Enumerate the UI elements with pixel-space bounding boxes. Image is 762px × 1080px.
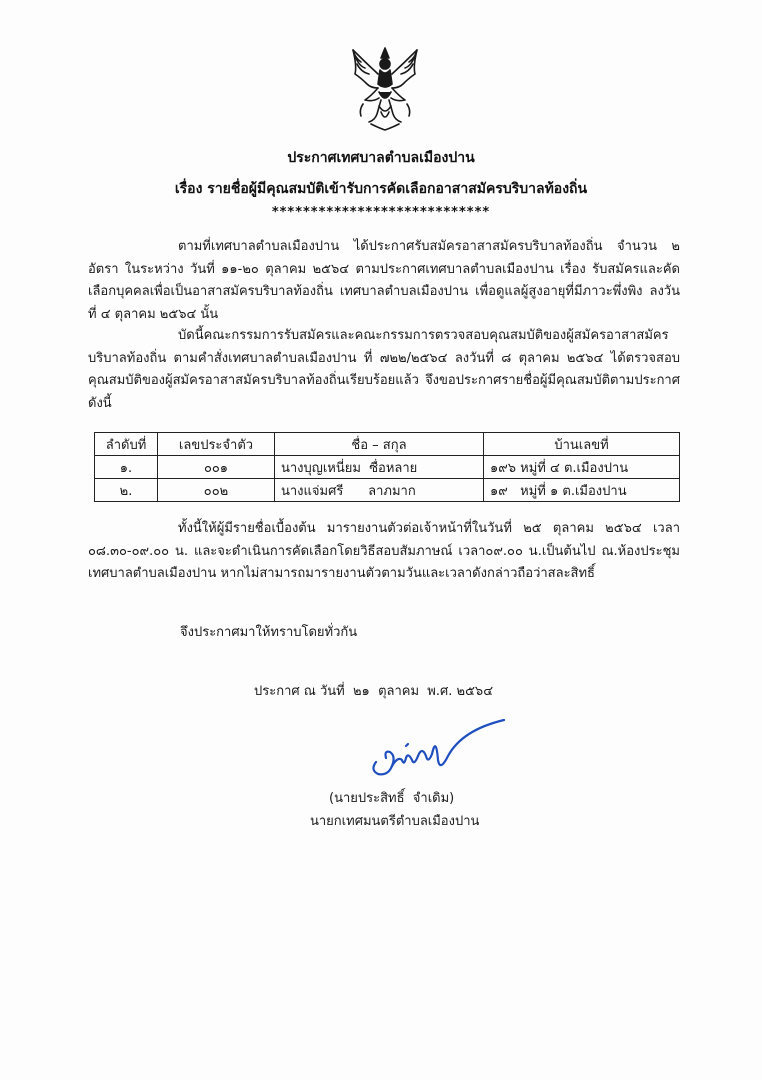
cell-address: ๑๙ หมู่ที่ ๑ ต.เมืองปาน (484, 479, 680, 502)
signer-name: (นายประสิทธิ์ จำเดิม) (329, 791, 455, 806)
document-title: ประกาศเทศบาลตำบลเมืองปาน (287, 150, 475, 166)
paragraph-3 (88, 518, 680, 586)
cell-name: นางบุญเหนี่ยม ซื่อหลาย (275, 456, 484, 479)
paragraph-1-text: ตามที่เทศบาลตำบลเมืองปาน ได้ประกาศรับสมัครอาสาสมัครบริบาลท้องถิ่น จำนวน ๒ อัตรา ในระหว่าง วันที่ ๑๑-๒๐ ตุลาคม ๒๕๖๔ ตามประกาศเทศบาลตำบลเมืองปาน เรื่อง รับสมัครและคัดเลือกบุคคลเพื่อเป็นอาสาสมัครบริบาลท้องถิ่น เทศบาลตำบลเมืองปาน เพื่อดูแลผู้สูงอายุที่มีภาวะพึ่งพิง ลงวันที่ ๔ ตุลาคม ๒๕๖๔ นั้น (88, 239, 680, 322)
cell-name: นางแจ่มศรี ลาภมาก (275, 479, 484, 502)
separator-line: **************************** (271, 205, 491, 220)
paragraph-2 (88, 325, 680, 415)
document-subject: เรื่อง รายชื่อผู้มีคุณสมบัติเข้ารับการคัดเลือกอาสาสมัครบริบาลท้องถิ่น (174, 181, 588, 197)
qualified-candidates-table (94, 432, 680, 502)
cell-address: ๑๙๖ หมู่ที่ ๔ ต.เมืองปาน (484, 456, 680, 479)
table-row (95, 479, 680, 502)
signature-icon (366, 716, 508, 780)
paragraph-1 (88, 236, 680, 326)
signer-position: นายกเทศมนตรีตำบลเมืองปาน (310, 814, 480, 829)
table-header-row (95, 433, 680, 456)
header-order: ลำดับที่ (95, 433, 158, 456)
table-row (95, 456, 680, 479)
cell-id: ๐๐๑ (158, 456, 275, 479)
announcement-date: ประกาศ ณ วันที่ ๒๑ ตุลาคม พ.ศ. ๒๕๖๔ (254, 684, 494, 699)
closing-announcement: จึงประกาศมาให้ทราบโดยทั่วกัน (180, 625, 358, 640)
header-id: เลขประจำตัว (158, 433, 275, 456)
cell-order: ๒. (95, 479, 158, 502)
header-name: ชื่อ – สกุล (275, 433, 484, 456)
header-address: บ้านเลขที่ (484, 433, 680, 456)
paragraph-3-text: ทั้งนี้ให้ผู้มีรายชื่อเบื้องต้น มารายงานตัวต่อเจ้าหน้าที่ในวันที่ ๒๕ ตุลาคม ๒๕๖๔ เวลา ๐๘.๓๐-๐๙.๐๐ น. และจะดำเนินการคัดเลือกโดยวิธีสอบสัมภาษณ์ เวลา๐๙.๐๐ น.เป็นต้นไป ณ.ห้องประชุมเทศบาลตำบลเมืองปาน หากไม่สามารถมารายงานตัวตามวันและเวลาดังกล่าวถือว่าสละสิทธิ์ (88, 521, 680, 582)
paragraph-2-text: บัดนี้คณะกรรมการรับสมัครและคณะกรรมการตรวจสอบคุณสมบัติของผู้สมัครอาสาสมัครบริบาลท้องถิ่น ตามคำสั่งเทศบาลตำบลเมืองปาน ที่ ๗๒๒/๒๕๖๔ ลงวันที่ ๘ ตุลาคม ๒๕๖๔ ได้ตรวจสอบคุณสมบัติของผู้สมัครอาสาสมัครบริบาลท้องถิ่นเรียบร้อยแล้ว จึงขอประกาศรายชื่อผู้มีคุณสมบัติตามประกาศ ดังนี้ (88, 328, 680, 411)
cell-id: ๐๐๒ (158, 479, 275, 502)
garuda-emblem-icon (345, 44, 425, 132)
cell-order: ๑. (95, 456, 158, 479)
